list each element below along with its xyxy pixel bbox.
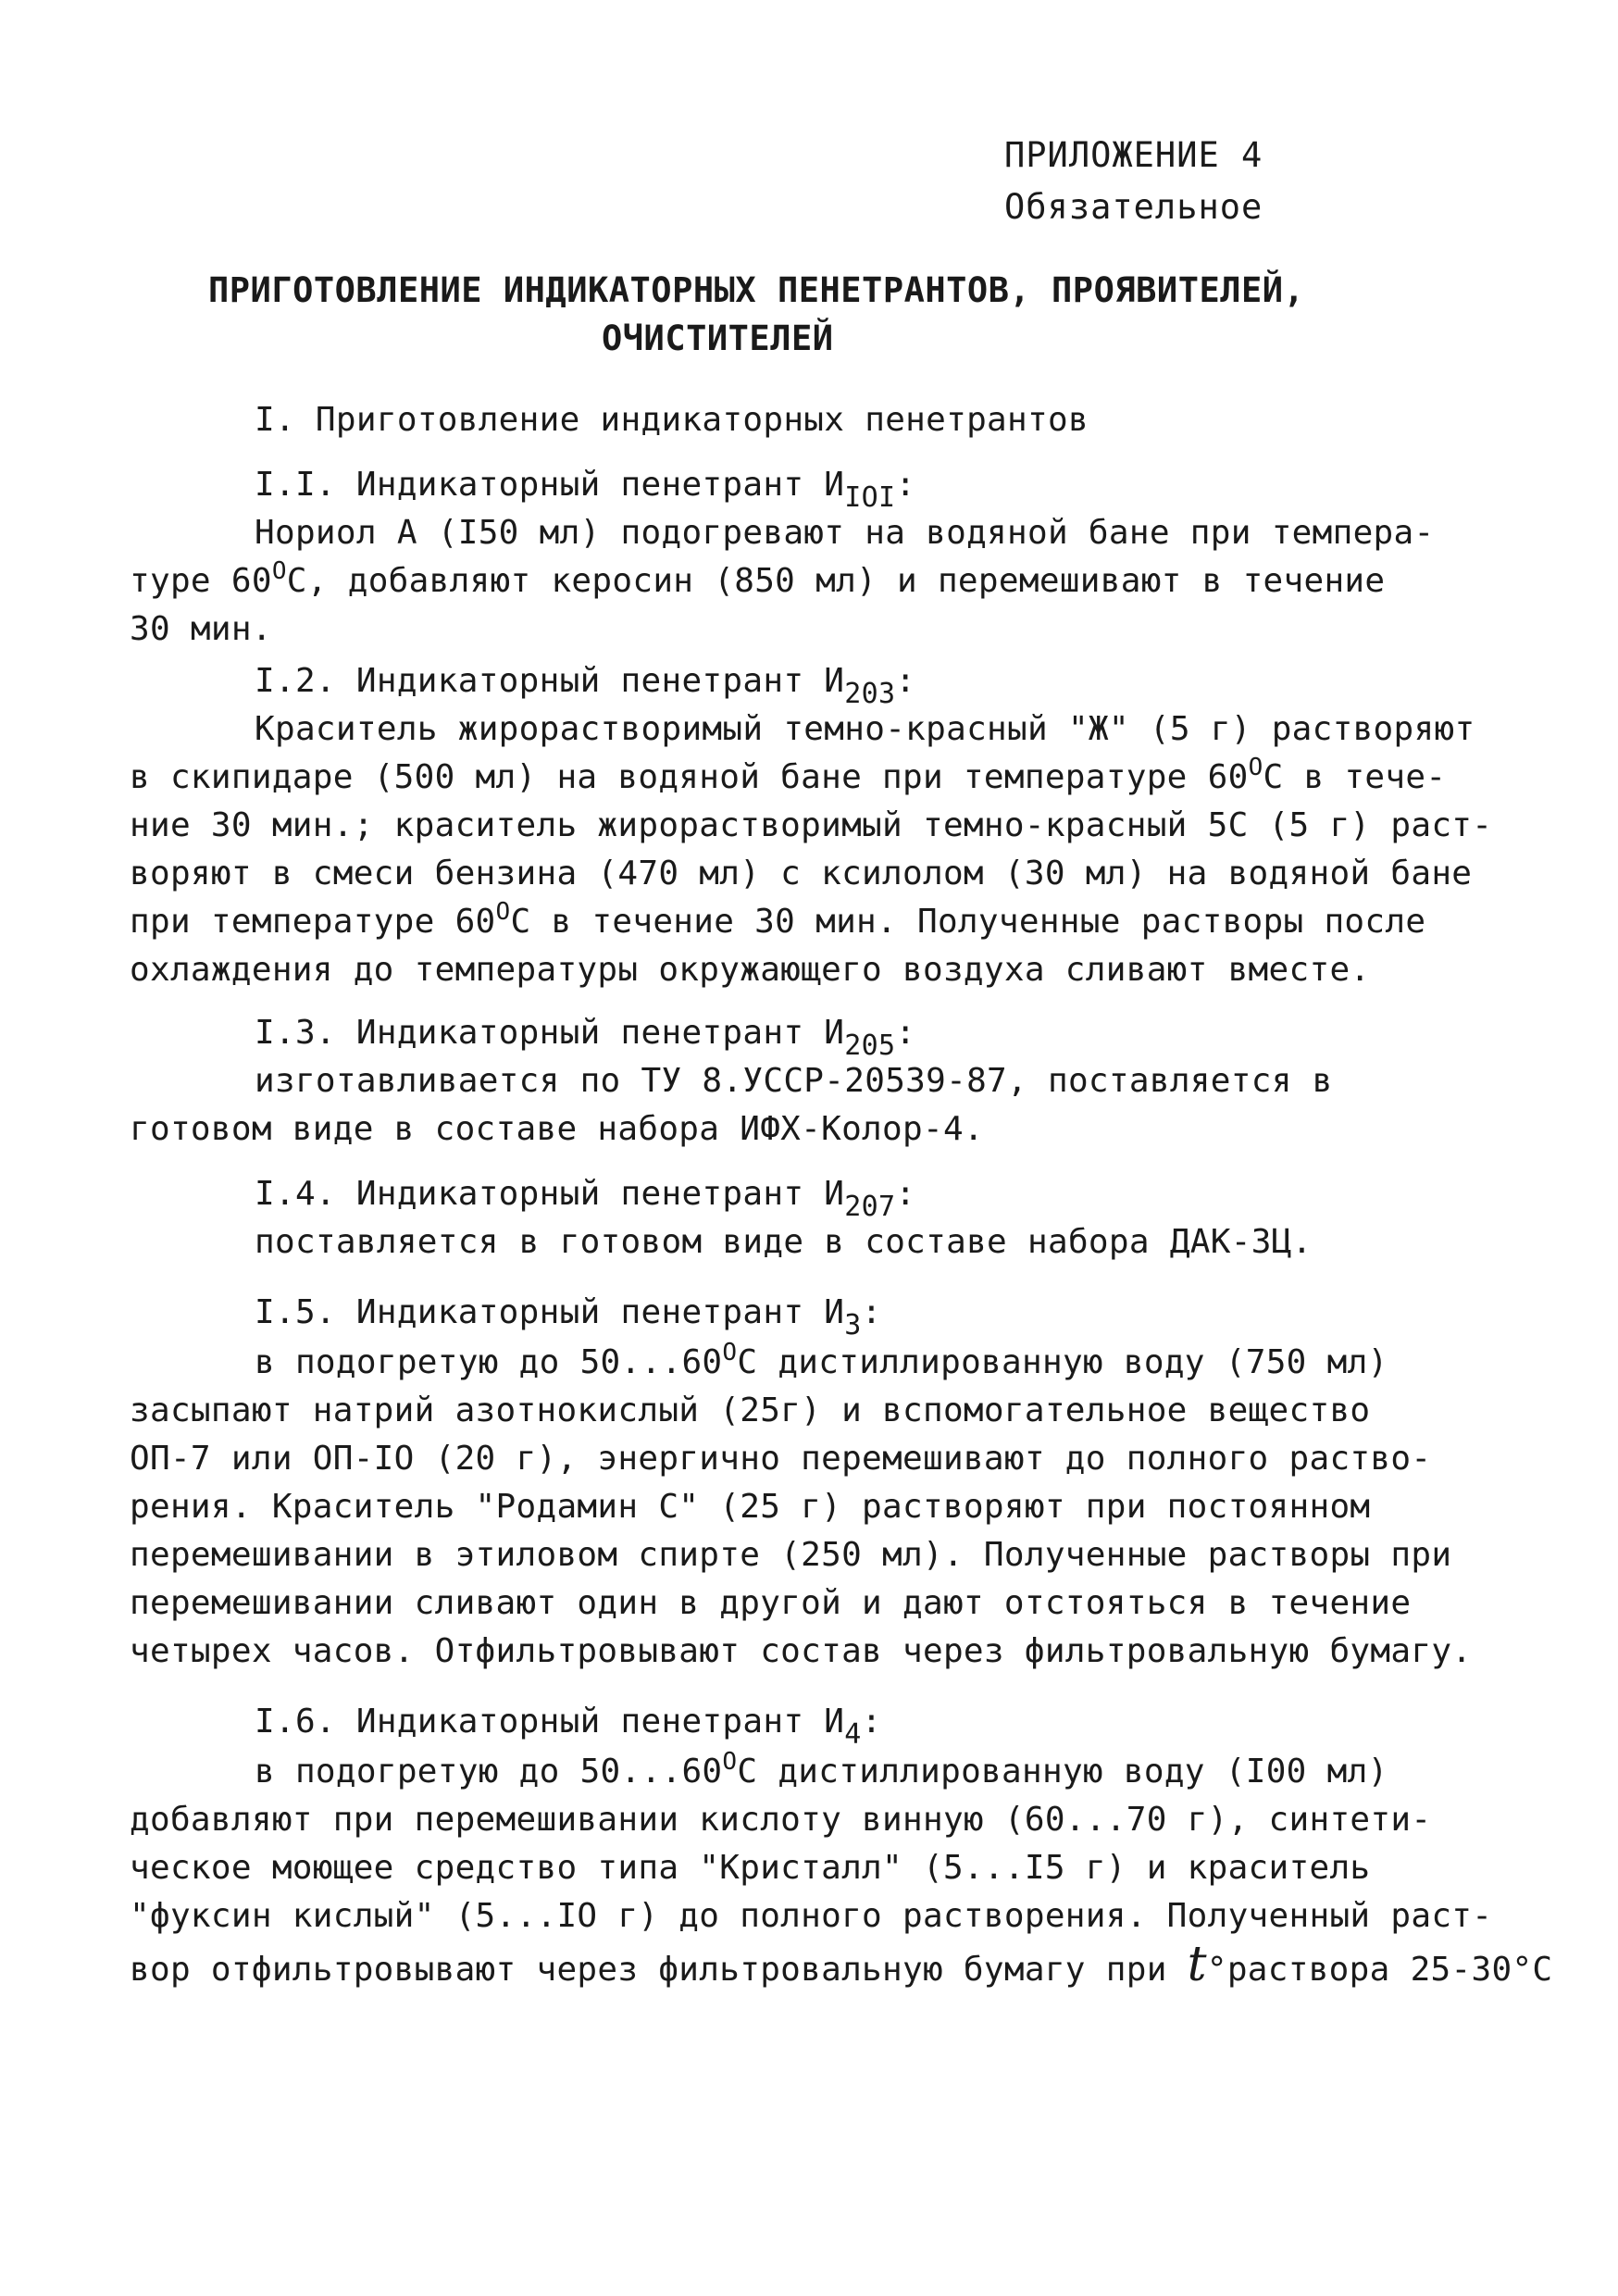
degree-superscript: О bbox=[722, 1748, 738, 1776]
text-run: в подогретую до 50...60 bbox=[255, 1753, 723, 1791]
paragraph-line: охлаждения до температуры окружающего воздуха сливают вместе. bbox=[130, 951, 1371, 989]
paragraph-line: перемешивании в этиловом спирте (250 мл). Полученные растворы при bbox=[130, 1536, 1452, 1574]
subsection-heading-text: I.6. Индикаторный пенетрант И bbox=[255, 1703, 845, 1741]
paragraph-line: готовом виде в составе набора ИФХ-Колор-4. bbox=[130, 1110, 984, 1148]
heading-colon: : bbox=[861, 1703, 882, 1741]
subsection-heading-text: I.3. Индикаторный пенетрант И bbox=[255, 1014, 845, 1052]
text-run: в подогретую до 50...60 bbox=[255, 1343, 723, 1381]
degree-superscript: О bbox=[722, 1339, 738, 1366]
paragraph-line: добавляют при перемешивании кислоту винную (60...70 г), синтети- bbox=[130, 1801, 1432, 1839]
text-run: С дистиллированную воду (750 мл) bbox=[737, 1343, 1388, 1381]
subsection-1-5-heading bbox=[255, 1289, 1618, 1339]
subscript: IOI bbox=[844, 481, 896, 514]
handwritten-t-symbol: t bbox=[1187, 1937, 1207, 1992]
text-run: в скипидаре (500 мл) на водяной бане при температуре 60 bbox=[130, 758, 1249, 796]
text-run: туре 60 bbox=[130, 562, 272, 600]
paragraph-line: "фуксин кислый" (5...IО г) до полного растворения. Полученный раст- bbox=[130, 1897, 1493, 1935]
appendix-label: ПРИЛОЖЕНИЕ 4 bbox=[1004, 135, 1263, 175]
section-1-heading: I. Приготовление индикаторных пенетрантов bbox=[255, 401, 1089, 439]
subscript: 4 bbox=[844, 1718, 862, 1751]
paragraph-line bbox=[130, 898, 1518, 949]
paragraph-line: изготавливается по ТУ 8.УССР-20539-87, поставляется в bbox=[255, 1062, 1333, 1100]
paragraph-line bbox=[130, 754, 1518, 805]
text-run: С дистиллированную воду (I00 мл) bbox=[737, 1753, 1388, 1791]
subscript: 3 bbox=[844, 1309, 862, 1341]
paragraph-line: воряют в смеси бензина (470 мл) с ксилолом (30 мл) на водяной бане bbox=[130, 855, 1473, 892]
appendix-status: Обязательное bbox=[1004, 187, 1263, 227]
text-run: °раствора 25-30°С bbox=[1206, 1951, 1553, 1989]
paragraph-line: перемешивании сливают один в другой и дают отстояться в течение bbox=[130, 1584, 1412, 1622]
subsection-heading-text: I.I. Индикаторный пенетрант И bbox=[255, 466, 845, 504]
subscript: 207 bbox=[844, 1191, 896, 1223]
subscript: 203 bbox=[844, 678, 896, 710]
subsection-1-3-heading bbox=[255, 1009, 1618, 1062]
text-run: С, добавляют керосин (850 мл) и перемешивают в течение bbox=[286, 562, 1386, 600]
heading-colon: : bbox=[861, 1293, 882, 1331]
heading-colon: : bbox=[895, 1014, 916, 1052]
paragraph-line bbox=[255, 1339, 1618, 1390]
document-title-line-1: ПРИГОТОВЛЕНИЕ ИНДИКАТОРНЫХ ПЕНЕТРАНТОВ, ПРОЯВИТЕЛЕЙ, bbox=[208, 270, 1305, 310]
paragraph-line: ние 30 мин.; краситель жирорастворимый темно-красный 5С (5 г) раст- bbox=[130, 806, 1493, 844]
document-title-line-2: ОЧИСТИТЕЛЕЙ bbox=[602, 318, 834, 358]
paragraph-line: Краситель жирорастворимый темно-красный "Ж" (5 г) растворяют bbox=[255, 710, 1475, 748]
subscript: 205 bbox=[844, 1029, 896, 1062]
paragraph-line: засыпают натрий азотнокислый (25г) и вспомогательное вещество bbox=[130, 1391, 1371, 1429]
text-run: С в течение 30 мин. Полученные растворы после bbox=[510, 903, 1426, 941]
subsection-1-1-heading bbox=[255, 461, 1618, 514]
paragraph-line: Нориол А (I50 мл) подогревают на водяной бане при темпера- bbox=[255, 514, 1435, 552]
paragraph-line bbox=[255, 1748, 1618, 1799]
subsection-1-2-heading bbox=[255, 657, 1618, 710]
subsection-heading-text: I.5. Индикаторный пенетрант И bbox=[255, 1293, 845, 1331]
paragraph-line: рения. Краситель "Родамин С" (25 г) растворяют при постоянном bbox=[130, 1488, 1371, 1526]
paragraph-line bbox=[130, 557, 1518, 608]
paragraph-line: ОП-7 или ОП-IО (20 г), энергично перемешивают до полного раство- bbox=[130, 1440, 1432, 1478]
subsection-1-4-heading bbox=[255, 1170, 1618, 1223]
subsection-1-6-heading bbox=[255, 1698, 1618, 1751]
subsection-heading-text: I.4. Индикаторный пенетрант И bbox=[255, 1175, 845, 1213]
heading-colon: : bbox=[895, 662, 916, 700]
heading-colon: : bbox=[895, 1175, 916, 1213]
text-run: при температуре 60 bbox=[130, 903, 496, 941]
heading-colon: : bbox=[895, 466, 916, 504]
subsection-heading-text: I.2. Индикаторный пенетрант И bbox=[255, 662, 845, 700]
degree-superscript: О bbox=[271, 557, 287, 585]
text-run: С в тече- bbox=[1263, 758, 1447, 796]
paragraph-line: поставляется в готовом виде в составе набора ДАК-3Ц. bbox=[255, 1223, 1313, 1261]
degree-superscript: О bbox=[495, 898, 511, 926]
paragraph-line: 30 мин. bbox=[130, 610, 272, 648]
paragraph-line: четырех часов. Отфильтровывают состав через фильтровальную бумагу. bbox=[130, 1632, 1473, 1670]
paragraph-line bbox=[130, 1937, 1553, 1994]
degree-superscript: О bbox=[1248, 754, 1263, 781]
text-run: вор отфильтровывают через фильтровальную бумагу при bbox=[130, 1951, 1188, 1989]
paragraph-line: ческое моющее средство типа "Кристалл" (5...I5 г) и краситель bbox=[130, 1849, 1371, 1887]
